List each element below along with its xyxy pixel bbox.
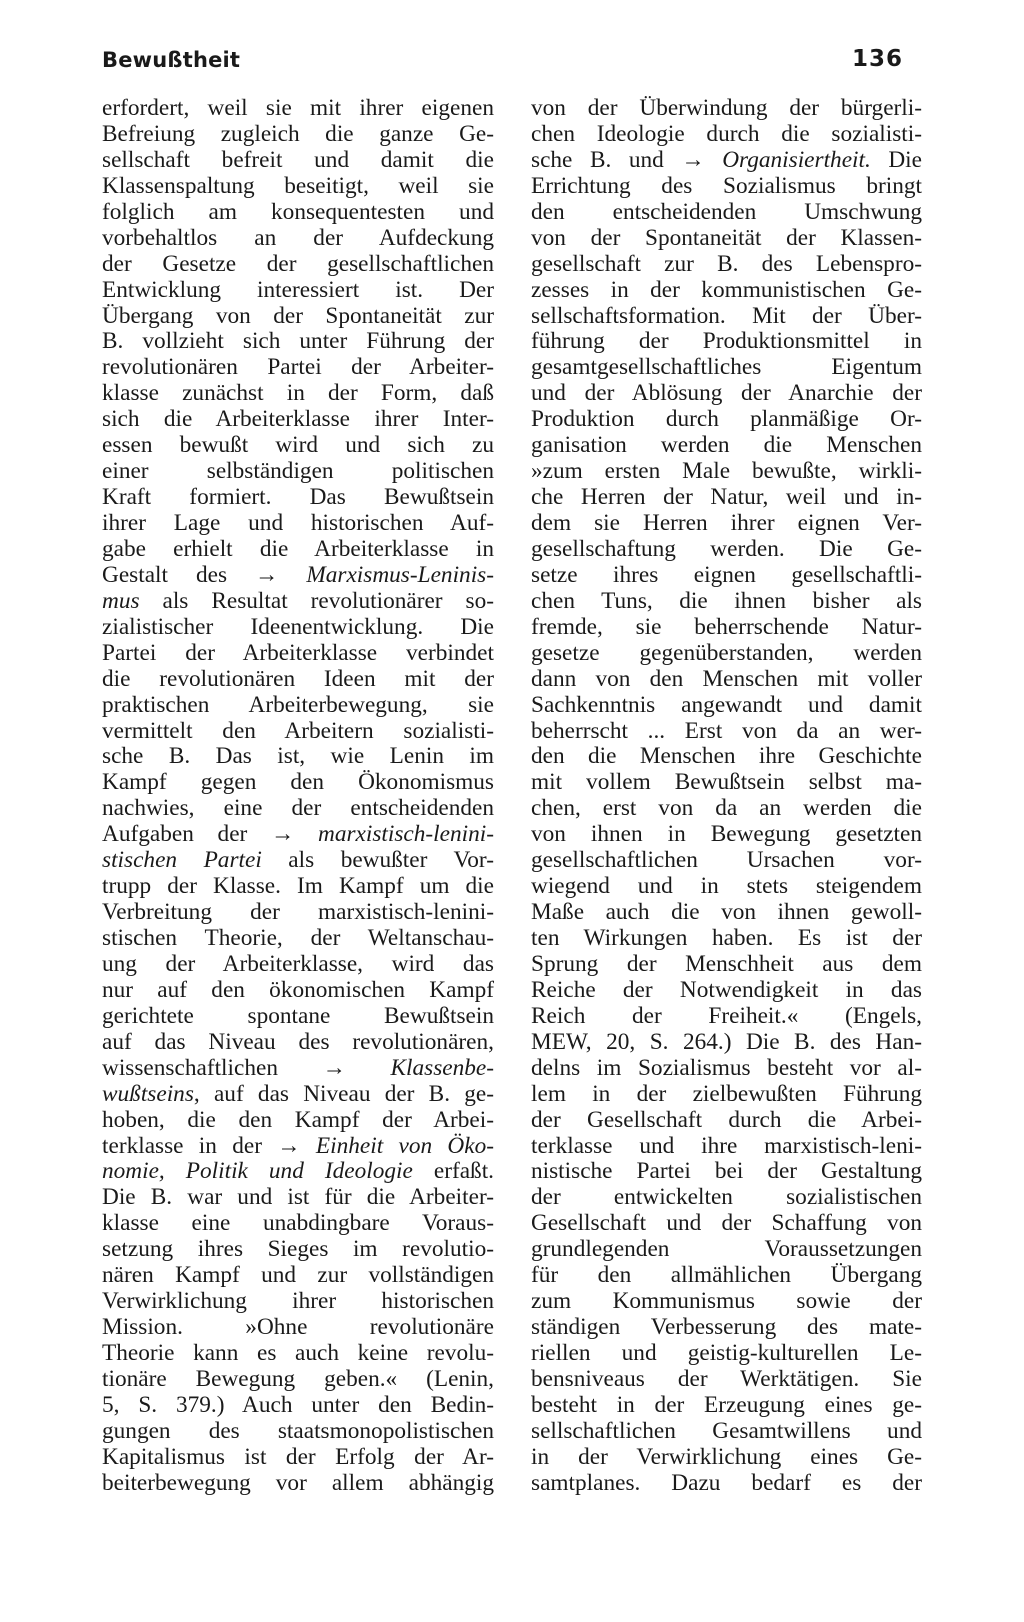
text-line: Errichtung des Sozialismus bringt [531, 172, 922, 199]
text-line: Klassenspaltung beseitigt, weil sie [102, 172, 494, 199]
text-line: den entscheidenden Umschwung [531, 198, 922, 225]
text-line: der Gesellschaft durch die Arbei- [531, 1106, 922, 1133]
text-line: Kapitalismus ist der Erfolg der Ar- [102, 1443, 494, 1470]
text-line: wußtseins, auf das Niveau der B. ge- [102, 1080, 494, 1107]
text-line: gabe erhielt die Arbeiterklasse in [102, 535, 494, 562]
text-line: Aufgaben der → marxistisch-lenini- [102, 821, 494, 848]
text-line: den die Menschen ihre Geschichte [531, 743, 922, 770]
text-line: Die B. war und ist für die Arbeiter- [102, 1184, 494, 1211]
text-line: mus als Resultat revolutionärer so- [102, 587, 494, 614]
text-line: sche B. und → Organisiertheit. Die [531, 146, 922, 173]
text-line: Theorie kann es auch keine revolu- [102, 1340, 494, 1366]
text-line: zum Kommunismus sowie der [531, 1288, 922, 1315]
page-number: 136 [852, 46, 904, 72]
text-line: folglich am konsequentesten und [102, 198, 494, 225]
text-line: ihrer Lage und historischen Auf- [102, 510, 494, 536]
text-line: terklasse in der → Einheit von Öko- [102, 1132, 494, 1159]
text-line: Maße auch die von ihnen gewoll- [531, 899, 922, 926]
text-line: gesetze gegenüberstanden, werden [531, 639, 922, 666]
text-line: nären Kampf und zur vollständigen [102, 1262, 494, 1289]
text-line: sche B. Das ist, wie Lenin im [102, 743, 494, 770]
text-line: Verbreitung der marxistisch-lenini- [102, 899, 494, 926]
text-line: stischen Partei als bewußter Vor- [102, 847, 494, 874]
text-line: von der Überwindung der bürgerli- [531, 95, 922, 121]
text-line: praktischen Arbeiterbewegung, sie [102, 691, 494, 718]
text-line: auf das Niveau des revolutionären, [102, 1028, 494, 1055]
text-line: sich die Arbeiterklasse ihrer Inter- [102, 406, 494, 433]
text-line: »zum ersten Male bewußte, wirkli- [531, 458, 922, 485]
text-line: zesses in der kommunistischen Ge- [531, 276, 922, 303]
text-line: Mission. »Ohne revolutionäre [102, 1314, 494, 1341]
text-line: Sprung der Menschheit aus dem [531, 950, 922, 977]
text-line: Kampf gegen den Ökonomismus [102, 769, 494, 796]
text-line: samtplanes. Dazu bedarf es der [531, 1469, 922, 1496]
text-line: trupp der Klasse. Im Kampf um die [102, 873, 494, 900]
text-line: riellen und geistig-kulturellen Le- [531, 1340, 922, 1366]
text-line: Sachkenntnis angewandt und damit [531, 691, 922, 718]
text-line: nur auf den ökonomischen Kampf [102, 976, 494, 1003]
text-line: Gesellschaft und der Schaffung von [531, 1210, 922, 1237]
text-line: gesellschaft zur B. des Lebenspro- [531, 250, 922, 277]
text-line: besteht in der Erzeugung eines ge- [531, 1391, 922, 1418]
text-line: Produktion durch planmäßige Or- [531, 406, 922, 433]
text-line: stischen Theorie, der Weltanschau- [102, 925, 494, 951]
right-text-column [531, 96, 922, 1497]
text-line: ständigen Verbesserung des mate- [531, 1314, 922, 1341]
text-line: terklasse und ihre marxistisch-leni- [531, 1132, 922, 1159]
text-line: setze ihres eignen gesellschaftli- [531, 561, 922, 588]
text-line: 5, S. 379.) Auch unter den Bedin- [102, 1391, 494, 1418]
text-line: setzung ihres Sieges im revolutio- [102, 1236, 494, 1263]
left-text-column [102, 96, 494, 1497]
text-line: zialistischer Ideenentwicklung. Die [102, 613, 494, 640]
text-line: gesellschaftlichen Ursachen vor- [531, 847, 922, 874]
text-line: dann von den Menschen mit voller [531, 665, 922, 692]
text-line: che Herren der Natur, weil und in- [531, 484, 922, 511]
text-line: Gestalt des → Marxismus-Leninis- [102, 561, 494, 588]
text-line: dem sie Herren ihrer eignen Ver- [531, 510, 922, 536]
text-line: nachwies, eine der entscheidenden [102, 795, 494, 822]
text-line: bensniveaus der Werktätigen. Sie [531, 1365, 922, 1392]
text-line: Reich der Freiheit.« (Engels, [531, 1002, 922, 1029]
text-line: delns im Sozialismus besteht vor al- [531, 1054, 922, 1081]
text-line: ten Wirkungen haben. Es ist der [531, 925, 922, 951]
text-line: lem in der zielbewußten Führung [531, 1080, 922, 1107]
text-line: nistische Partei bei der Gestaltung [531, 1158, 922, 1185]
text-line: B. vollzieht sich unter Führung der [102, 328, 494, 355]
text-line: Reiche der Notwendigkeit in das [531, 976, 922, 1003]
text-line: für den allmählichen Übergang [531, 1262, 922, 1289]
text-line: chen Ideologie durch die sozialisti- [531, 120, 922, 147]
text-line: chen Tuns, die ihnen bisher als [531, 587, 922, 614]
text-line: gerichtete spontane Bewußtsein [102, 1002, 494, 1029]
text-line: essen bewußt wird und sich zu [102, 432, 494, 459]
text-line: Kraft formiert. Das Bewußtsein [102, 484, 494, 511]
text-line: klasse eine unabdingbare Voraus- [102, 1210, 494, 1237]
text-line: die revolutionären Ideen mit der [102, 665, 494, 692]
text-line: ganisation werden die Menschen [531, 432, 922, 459]
text-line: wiegend und in stets steigendem [531, 873, 922, 900]
text-line: nomie, Politik und Ideologie erfaßt. [102, 1158, 495, 1185]
text-line: Partei der Arbeiterklasse verbindet [102, 639, 494, 666]
text-line: gungen des staatsmonopolistischen [102, 1417, 494, 1444]
text-line: sellschaftsformation. Mit der Über- [531, 302, 922, 329]
running-head-title: Bewußtheit [102, 48, 241, 72]
text-line: vorbehaltlos an der Aufdeckung [102, 224, 494, 251]
text-line: ung der Arbeiterklasse, wird das [102, 950, 494, 977]
text-line: sellschaft befreit und damit die [102, 146, 494, 173]
text-line: in der Verwirklichung eines Ge- [531, 1443, 922, 1470]
text-line: Übergang von der Spontaneität zur [102, 302, 494, 329]
text-line: von ihnen in Bewegung gesetzten [531, 821, 922, 848]
text-line: Verwirklichung ihrer historischen [102, 1288, 494, 1315]
text-line: tionäre Bewegung geben.« (Lenin, [102, 1365, 494, 1392]
text-line: klasse zunächst in der Form, daß [102, 380, 494, 407]
text-line: beiterbewegung vor allem abhängig [102, 1469, 494, 1496]
text-line: chen, erst von da an werden die [531, 795, 922, 822]
text-line: MEW, 20, S. 264.) Die B. des Han- [531, 1028, 922, 1055]
text-line: gesamtgesellschaftliches Eigentum [531, 354, 922, 381]
text-line: und der Ablösung der Anarchie der [531, 380, 922, 407]
text-line: einer selbständigen politischen [102, 458, 494, 485]
text-line: Entwicklung interessiert ist. Der [102, 276, 494, 303]
text-line: wissenschaftlichen → Klassenbe- [102, 1054, 494, 1081]
text-line: vermittelt den Arbeitern sozialisti- [102, 717, 494, 744]
text-line: fremde, sie beherrschende Natur- [531, 613, 922, 640]
text-line: Befreiung zugleich die ganze Ge- [102, 120, 494, 147]
text-line: erfordert, weil sie mit ihrer eigenen [102, 95, 494, 121]
text-line: beherrscht ... Erst von da an wer- [531, 717, 922, 744]
text-line: revolutionären Partei der Arbeiter- [102, 354, 494, 381]
text-line: sellschaftlichen Gesamtwillens und [531, 1417, 922, 1444]
text-line: der Gesetze der gesellschaftlichen [102, 250, 494, 277]
text-line: grundlegenden Voraussetzungen [531, 1236, 922, 1263]
text-line: hoben, die den Kampf der Arbei- [102, 1106, 494, 1133]
text-line: gesellschaftung werden. Die Ge- [531, 535, 922, 562]
text-line: der entwickelten sozialistischen [531, 1184, 922, 1211]
text-line: führung der Produktionsmittel in [531, 328, 922, 355]
text-line: mit vollem Bewußtsein selbst ma- [531, 769, 922, 796]
text-line: von der Spontaneität der Klassen- [531, 224, 922, 251]
